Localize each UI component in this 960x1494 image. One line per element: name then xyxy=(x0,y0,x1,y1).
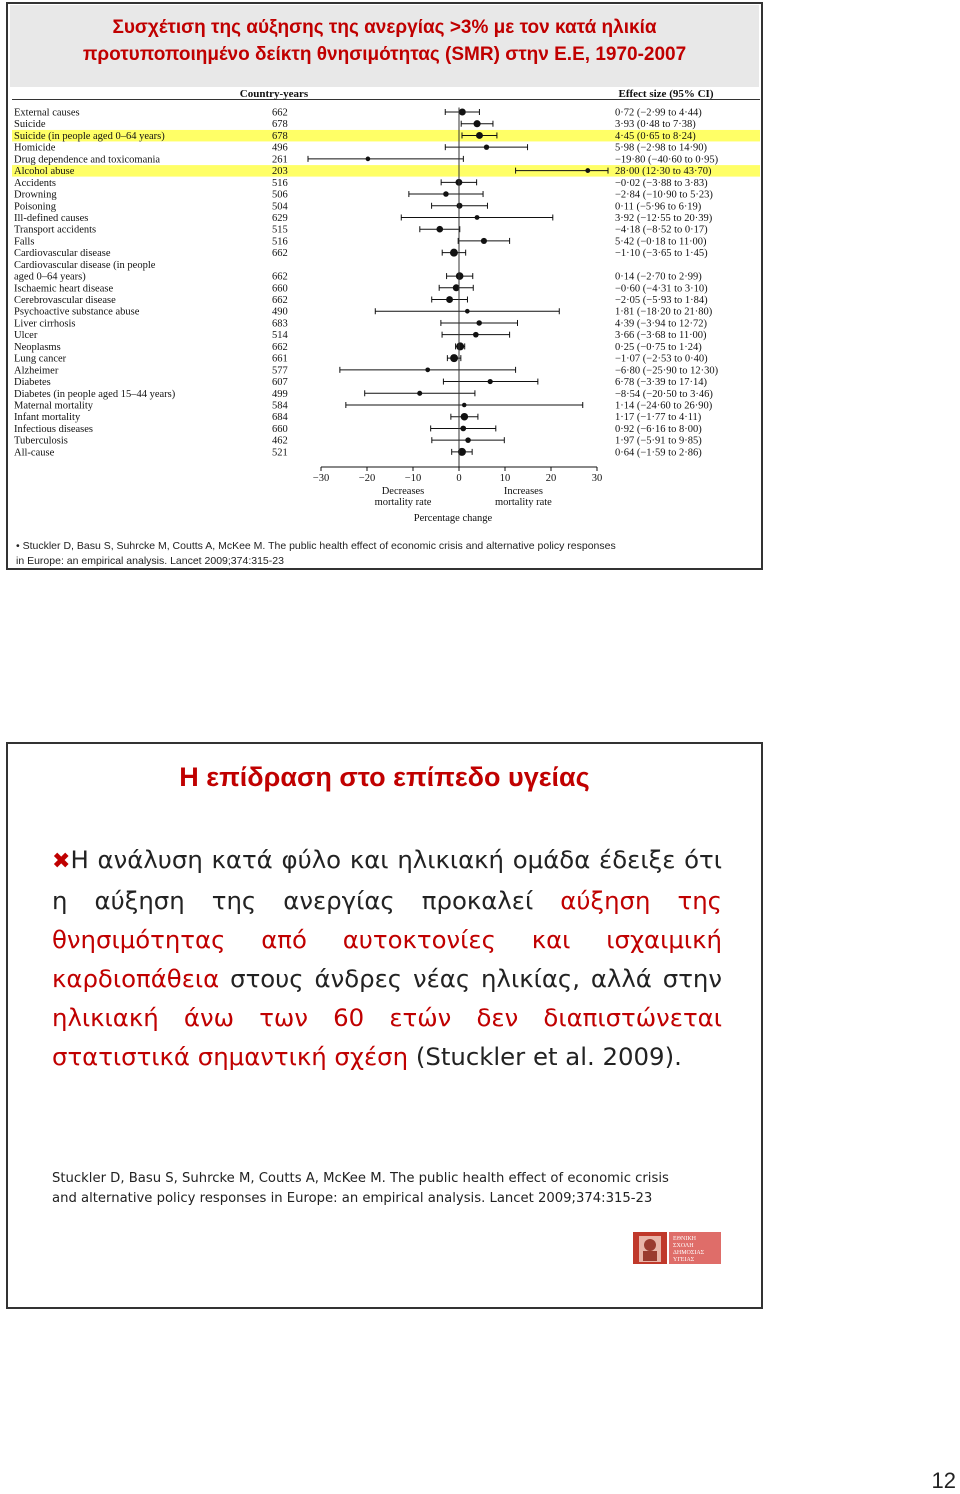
row-country-years: 516 xyxy=(272,236,288,248)
point-estimate xyxy=(460,426,466,432)
reference-line-1: • Stuckler D, Basu S, Suhrcke M, Coutts A, McKee M. The public health effect of economic crisis and alternative policy responses xyxy=(16,540,616,552)
increases-annotation: Increases xyxy=(503,486,543,497)
row-effect-size: 4·45 (0·65 to 8·24) xyxy=(615,130,696,142)
reference-line-2: and alternative policy responses in Europe: an empirical analysis. Lancet 2009;374:315-23 xyxy=(52,1191,653,1206)
row-effect-size: −2·84 (−10·90 to 5·23) xyxy=(615,189,713,201)
column-header-effect-size: Effect size (95% CI) xyxy=(618,88,714,100)
row-effect-size: 1·97 (−5·91 to 9·85) xyxy=(615,435,702,447)
slide-title-line-2: προτυποποιημένο δείκτη θνησιμότητας (SMR) στην Ε.Ε, 1970-2007 xyxy=(82,44,687,65)
increases-annotation-line-2: mortality rate xyxy=(494,497,552,508)
row-label: Ulcer xyxy=(14,330,38,342)
point-estimate xyxy=(481,238,487,244)
decreases-annotation-line-2: mortality rate xyxy=(374,497,432,508)
school-logo xyxy=(633,1230,723,1266)
point-estimate xyxy=(475,215,480,220)
row-country-years: 499 xyxy=(272,388,288,400)
row-country-years: 678 xyxy=(272,130,288,142)
row-country-years: 660 xyxy=(272,283,288,295)
row-country-years: 462 xyxy=(272,435,288,447)
row-country-years: 662 xyxy=(272,341,288,353)
row-effect-size: −2·05 (−5·93 to 1·84) xyxy=(615,295,708,307)
row-label: Alzheimer xyxy=(14,365,59,377)
point-estimate xyxy=(484,144,489,149)
row-label: Drug dependence and toxicomania xyxy=(14,154,161,166)
x-axis-title: Percentage change xyxy=(413,513,493,524)
point-estimate xyxy=(459,109,466,116)
row-label: Alcohol abuse xyxy=(14,166,75,178)
row-country-years: 660 xyxy=(272,423,288,435)
row-label: Infant mortality xyxy=(14,412,81,424)
slide-body-text xyxy=(52,840,722,1076)
x-mark-icon: ✖ xyxy=(52,849,71,874)
row-country-years: 661 xyxy=(272,353,288,365)
row-country-years: 521 xyxy=(272,447,288,459)
row-effect-size: 1·81 (−18·20 to 21·80) xyxy=(615,306,713,318)
point-estimate xyxy=(417,391,422,396)
row-effect-size: 1·14 (−24·60 to 26·90) xyxy=(615,400,713,412)
row-effect-size: 3·66 (−3·68 to 11·00) xyxy=(615,330,707,342)
row-effect-size: −0·60 (−4·31 to 3·10) xyxy=(615,283,708,295)
body-highlight-1: αύξηση της θνησιμότητας από αυτοκτονίες και ισχαιμική καρδιοπάθεια xyxy=(52,886,722,993)
row-label: Ischaemic heart disease xyxy=(14,283,114,295)
slide-forest-plot xyxy=(6,2,763,570)
row-country-years: 662 xyxy=(272,295,288,307)
row-country-years: 678 xyxy=(272,119,288,131)
slide-title-line-1: Συσχέτιση της αύξησης της ανεργίας >3% με τον κατά ηλικία xyxy=(112,17,657,38)
row-country-years: 584 xyxy=(272,400,288,412)
row-effect-size: 28·00 (12·30 to 43·70) xyxy=(615,166,712,178)
row-effect-size: 0·11 (−5·96 to 6·19) xyxy=(615,201,702,213)
row-label: All-cause xyxy=(14,447,55,459)
row-label: Transport accidents xyxy=(14,224,97,236)
row-effect-size: 3·92 (−12·55 to 20·39) xyxy=(615,212,713,224)
body-text-part-1: Η ανάλυση κατά φύλο και ηλικιακή ομάδα έδειξε ότι η αύξηση της ανεργίας προκαλεί xyxy=(52,845,722,915)
row-country-years: 504 xyxy=(272,201,288,213)
row-label: Suicide (in people aged 0–64 years) xyxy=(14,130,165,142)
row-label: External causes xyxy=(14,107,80,119)
forest-plot-chart xyxy=(8,86,761,534)
row-label: Lung cancer xyxy=(14,353,67,365)
logo-text-line-1: ΕΘΝΙΚΗ xyxy=(673,1236,696,1242)
x-tick-label: −20 xyxy=(358,473,376,484)
x-tick-label: −10 xyxy=(404,473,422,484)
point-estimate xyxy=(443,191,449,197)
row-effect-size: 4·39 (−3·94 to 12·72) xyxy=(615,318,707,330)
row-country-years: 662 xyxy=(272,248,288,260)
point-estimate xyxy=(425,367,430,372)
decreases-annotation: Decreases xyxy=(381,486,425,497)
row-country-years: 506 xyxy=(272,189,288,201)
body-text-part-3: (Stuckler et al. 2009). xyxy=(408,1042,682,1071)
row-label: Liver cirrhosis xyxy=(14,318,76,330)
row-country-years: 496 xyxy=(272,142,288,154)
point-estimate xyxy=(488,379,493,384)
row-label: Accidents xyxy=(14,177,56,189)
body-text-part-2: στους άνδρες νέας ηλικίας, αλλά στην xyxy=(219,964,722,993)
x-tick-label: 20 xyxy=(545,473,557,484)
point-estimate xyxy=(476,132,483,139)
reference-line-1: Stuckler D, Basu S, Suhrcke M, Coutts A, McKee M. The public health effect of economic crisis xyxy=(52,1171,669,1186)
row-label: Diabetes (in people aged 15–44 years) xyxy=(14,388,176,400)
row-effect-size: −1·07 (−2·53 to 0·40) xyxy=(615,353,708,365)
x-tick-label: 10 xyxy=(499,473,511,484)
row-country-years: 490 xyxy=(272,306,288,318)
row-label: Maternal mortality xyxy=(14,400,94,412)
row-effect-size: −0·02 (−3·88 to 3·83) xyxy=(615,177,708,189)
point-estimate xyxy=(450,249,458,257)
row-label: Diabetes xyxy=(14,377,51,389)
point-estimate xyxy=(585,168,590,173)
x-tick-label: 30 xyxy=(591,473,603,484)
page-number: 12 xyxy=(931,1468,956,1493)
row-country-years: 629 xyxy=(272,212,288,224)
reference-citation xyxy=(16,539,756,569)
row-effect-size: −8·54 (−20·50 to 3·46) xyxy=(615,388,713,400)
row-label-continued: aged 0–64 years) xyxy=(14,271,86,283)
row-label: Suicide xyxy=(14,119,46,131)
row-label: Neoplasms xyxy=(14,341,61,353)
row-label: Homicide xyxy=(14,142,56,154)
row-label: Cardiovascular disease (in people xyxy=(14,259,156,271)
row-label: Cerebrovascular disease xyxy=(14,295,116,307)
point-estimate xyxy=(366,157,371,162)
row-effect-size: 0·72 (−2·99 to 4·44) xyxy=(615,107,702,119)
row-country-years: 684 xyxy=(272,412,288,424)
point-estimate xyxy=(446,296,453,303)
slide-title xyxy=(10,5,759,87)
body-highlight-2: ηλικιακή άνω των 60 ετών δεν διαπιστώνεται στατιστικά σημαντική σχέση xyxy=(52,1003,722,1071)
row-country-years: 577 xyxy=(272,365,288,377)
x-tick-label: −30 xyxy=(312,473,330,484)
row-label: Falls xyxy=(14,236,35,248)
row-country-years: 683 xyxy=(272,318,288,330)
point-estimate xyxy=(456,342,464,350)
row-effect-size: −19·80 (−40·60 to 0·95) xyxy=(615,154,719,166)
row-effect-size: −6·80 (−25·90 to 12·30) xyxy=(615,365,719,377)
row-country-years: 203 xyxy=(272,166,288,178)
column-header-country-years: Country-years xyxy=(239,88,309,100)
row-effect-size: 0·14 (−2·70 to 2·99) xyxy=(615,271,702,283)
point-estimate xyxy=(474,120,481,127)
point-estimate xyxy=(462,403,467,408)
row-effect-size: −4·18 (−8·52 to 0·17) xyxy=(615,224,708,236)
reference-line-2: in Europe: an empirical analysis. Lancet 2009;374:315-23 xyxy=(16,555,284,567)
point-estimate xyxy=(465,309,470,314)
x-tick-label: 0 xyxy=(456,473,462,484)
reference-citation xyxy=(52,1169,752,1209)
point-estimate xyxy=(450,354,458,362)
row-label: Cardiovascular disease xyxy=(14,248,111,260)
point-estimate xyxy=(436,226,443,233)
row-country-years: 516 xyxy=(272,177,288,189)
row-label: Ill-defined causes xyxy=(14,212,89,224)
row-effect-size: −1·10 (−3·65 to 1·45) xyxy=(615,248,708,260)
logo-text-line-4: ΥΓΕΙΑΣ xyxy=(673,1257,695,1263)
row-effect-size: 0·92 (−6·16 to 8·00) xyxy=(615,423,702,435)
logo-text-line-2: ΣΧΟΛΗ xyxy=(673,1243,694,1249)
row-effect-size: 5·98 (−2·98 to 14·90) xyxy=(615,142,707,154)
row-label: Poisoning xyxy=(14,201,57,213)
row-label: Drowning xyxy=(14,189,57,201)
row-label: Infectious diseases xyxy=(14,423,94,435)
row-country-years: 514 xyxy=(272,330,288,342)
row-effect-size: 0·64 (−1·59 to 2·86) xyxy=(615,447,702,459)
row-effect-size: 6·78 (−3·39 to 17·14) xyxy=(615,377,707,389)
point-estimate xyxy=(456,272,464,280)
row-country-years: 515 xyxy=(272,224,288,236)
row-effect-size: 3·93 (0·48 to 7·38) xyxy=(615,119,696,131)
row-country-years: 607 xyxy=(272,377,288,389)
point-estimate xyxy=(457,203,463,209)
row-label: Tuberculosis xyxy=(14,435,68,447)
row-effect-size: 5·42 (−0·18 to 11·00) xyxy=(615,236,707,248)
point-estimate xyxy=(465,437,471,443)
row-effect-size: 1·17 (−1·77 to 4·11) xyxy=(615,412,702,424)
slide-health-impact xyxy=(6,742,763,1309)
row-country-years: 662 xyxy=(272,107,288,119)
row-label: Psychoactive substance abuse xyxy=(14,306,140,318)
point-estimate xyxy=(461,413,469,421)
slide-title: Η επίδραση στο επίπεδο υγείας xyxy=(179,762,590,792)
row-country-years: 261 xyxy=(272,154,288,166)
row-effect-size: 0·25 (−0·75 to 1·24) xyxy=(615,341,702,353)
row-country-years: 662 xyxy=(272,271,288,283)
point-estimate xyxy=(473,332,479,338)
point-estimate xyxy=(476,320,482,326)
logo-text-line-3: ΔΗΜΟΣΙΑΣ xyxy=(673,1250,705,1256)
